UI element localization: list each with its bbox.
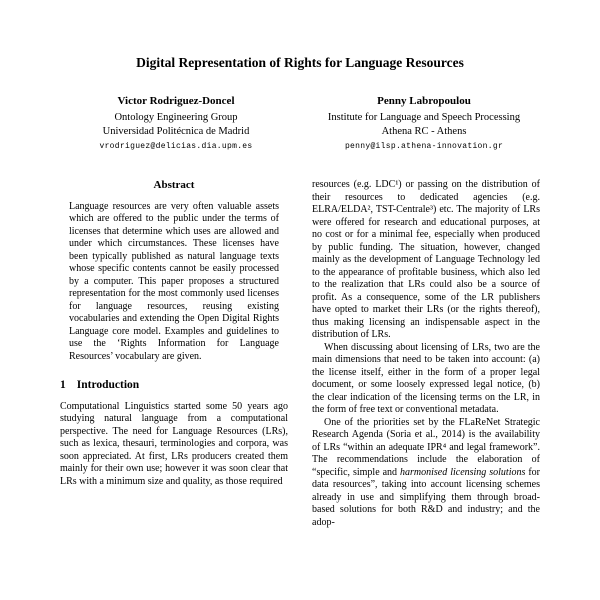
right-column xyxy=(312,179,540,529)
right-paragraph-3 xyxy=(312,417,540,530)
abstract-heading: Abstract xyxy=(153,179,195,191)
paper-title: Digital Representation of Rights for Language Resources xyxy=(136,55,464,70)
author-email: vrodriguez@delicias.dia.upm.es xyxy=(99,142,253,151)
introduction-paragraph: Computational Linguistics started some 50 years ago studying natural language from a computational perspective. The need for Language Resources (LRs), such as lexica, thesauri, terminologies and corpora, was soon appreciated. At first, LRs producers created them mainly for their own use; however it was soon clear that LRs with a minimum size and quality, as those required xyxy=(60,400,288,487)
author-name: Penny Labropoulou xyxy=(377,95,471,107)
two-column-body xyxy=(60,179,540,529)
right-paragraph-2: When discussing about licensing of LRs, two are the main dimensions that need to be taken into account: (a) the license itself, either in the form of a proper legal document, or some loosely expressed legal notice, (b) the clear indication of the licensing terms on the LR, in the form of free text or conventional metadata. xyxy=(312,341,540,415)
abstract-text: Language resources are very often valuable assets which are offered to the public under the terms of licenses that determine which uses are allowed and under which circumstances. These licenses have been typically published as natural language texts whose specific contents cannot be easily processed by a computer. This paper proposes a structured representation for the most commonly used licenses for language resources, reusing existing vocabularies and extending the Open Digital Rights Language core model. Examples and guidelines to use the ‘Rights Information for Language Resources’ vocabulary are given. xyxy=(69,200,279,362)
right-paragraph-3-text: One of the priorities set by the FLaReNet Strategic Research Agenda (Soria et al., 2014) is the availability of LRs “within an adequate IPR⁴ and legal framework”. The recommendations include the elaboration of “specific, simple and xyxy=(312,416,540,478)
right-paragraph-3-text-end: for data resources”, taking into account licensing schemes already in use and simplifying them through broad-based solutions for both R&D and industry; and the adop- xyxy=(312,466,540,528)
author-affiliation: Institute for Language and Speech Processing xyxy=(327,112,521,123)
right-paragraph-1: resources (e.g. LDC¹) or passing on the distribution of their resources to dedicated agencies (e.g. ELRA/ELDA², TST-Centrale³) etc. The majority of LRs were offered for research and educational purposes, at no cost or for a minimal fee, especially when produced by public funding. The situation, however, changed mainly as the development of Language Technology led to the appearance of profitable business, which also led to the realization that LRs could also be a source of profit. As a consequence, some of the LR publishers have opted to market their LRs (or the rights thereof), thus making licensing an indispensable aspect in the distribution of LRs. xyxy=(312,179,540,340)
author-list xyxy=(60,95,540,151)
right-paragraph-3-italic: harmonised licensing solutions xyxy=(400,466,526,478)
author-affiliation: Athena RC - Athens xyxy=(381,125,467,137)
section-heading-introduction xyxy=(60,379,288,392)
author-affiliation: Universidad Politécnica de Madrid xyxy=(102,125,250,137)
author-email: penny@ilsp.athena-innovation.gr xyxy=(344,142,504,151)
author-affiliation: Ontology Engineering Group xyxy=(114,112,238,123)
section-title: Introduction xyxy=(76,379,140,391)
section-number: 1 xyxy=(60,379,66,391)
author-block-2 xyxy=(308,95,540,151)
author-block-1 xyxy=(60,95,292,151)
left-column xyxy=(60,179,288,488)
author-name: Victor Rodriguez-Doncel xyxy=(117,95,235,107)
